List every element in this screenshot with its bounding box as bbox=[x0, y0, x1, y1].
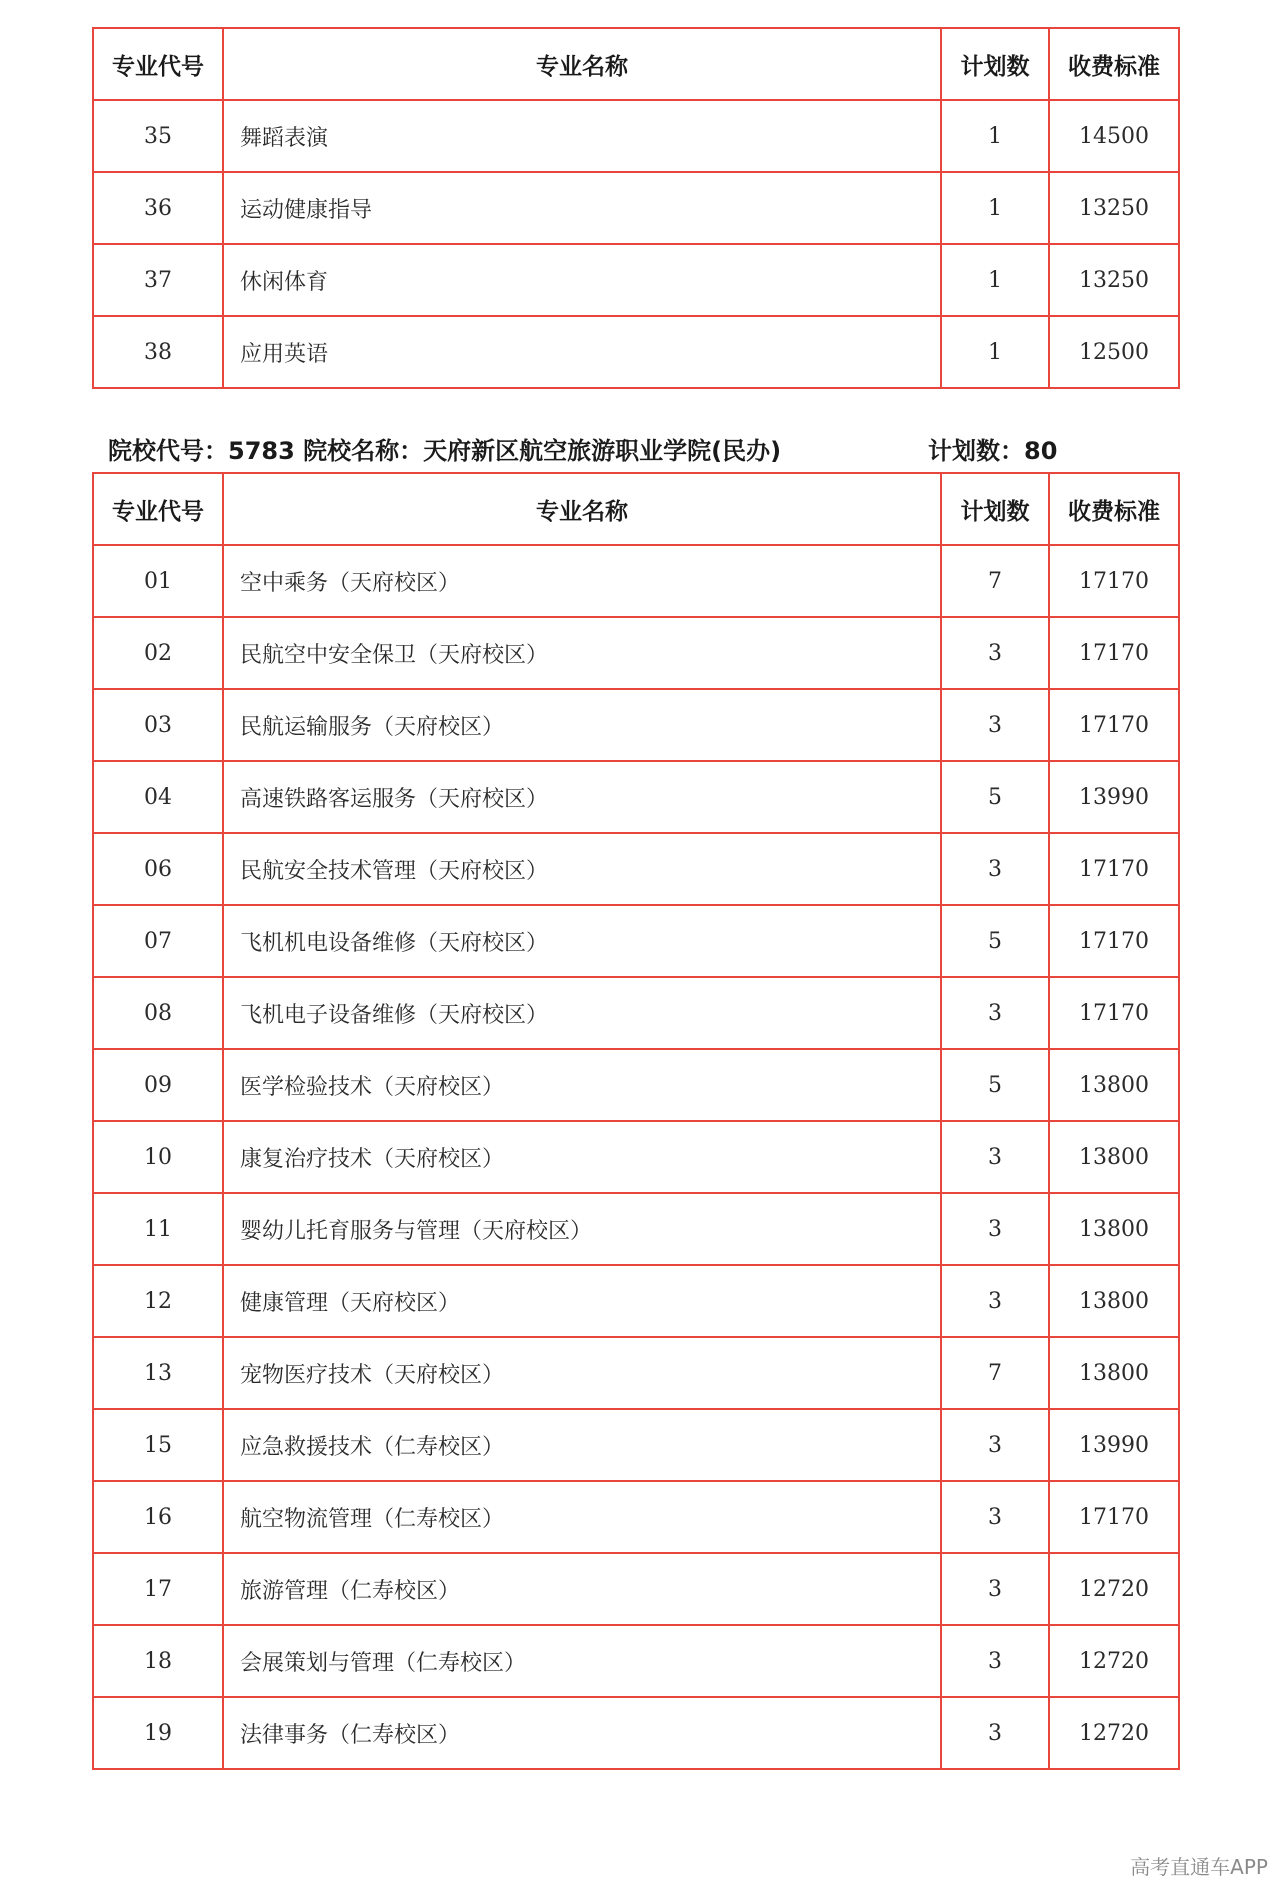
school-plan-count: 计划数：80 bbox=[928, 437, 1058, 465]
cell-name: 应急救援技术（仁寿校区） bbox=[223, 1409, 941, 1481]
cell-plan: 5 bbox=[941, 905, 1049, 977]
cell-plan: 3 bbox=[941, 1481, 1049, 1553]
cell-name: 康复治疗技术（天府校区） bbox=[223, 1121, 941, 1193]
header-code: 专业代号 bbox=[93, 473, 223, 545]
cell-code: 11 bbox=[93, 1193, 223, 1265]
table-row bbox=[93, 1625, 1179, 1697]
cell-code: 07 bbox=[93, 905, 223, 977]
table-row bbox=[93, 545, 1179, 617]
cell-fee: 17170 bbox=[1049, 977, 1179, 1049]
table-row bbox=[93, 689, 1179, 761]
cell-code: 10 bbox=[93, 1121, 223, 1193]
cell-code: 15 bbox=[93, 1409, 223, 1481]
cell-plan: 5 bbox=[941, 1049, 1049, 1121]
table-row bbox=[93, 905, 1179, 977]
table-row bbox=[93, 761, 1179, 833]
cell-code: 02 bbox=[93, 617, 223, 689]
cell-code: 12 bbox=[93, 1265, 223, 1337]
table-row bbox=[93, 1049, 1179, 1121]
table-row bbox=[93, 617, 1179, 689]
cell-name: 运动健康指导 bbox=[223, 172, 941, 244]
table-row bbox=[93, 1697, 1179, 1769]
cell-fee: 17170 bbox=[1049, 1481, 1179, 1553]
cell-plan: 3 bbox=[941, 1697, 1049, 1769]
cell-name: 健康管理（天府校区） bbox=[223, 1265, 941, 1337]
table-row bbox=[93, 1337, 1179, 1409]
major-table-top bbox=[92, 27, 1180, 389]
cell-name: 民航运输服务（天府校区） bbox=[223, 689, 941, 761]
cell-plan: 3 bbox=[941, 833, 1049, 905]
cell-fee: 12720 bbox=[1049, 1625, 1179, 1697]
cell-name: 医学检验技术（天府校区） bbox=[223, 1049, 941, 1121]
cell-plan: 3 bbox=[941, 1409, 1049, 1481]
table-row bbox=[93, 1481, 1179, 1553]
cell-code: 04 bbox=[93, 761, 223, 833]
cell-code: 35 bbox=[93, 100, 223, 172]
header-fee: 收费标准 bbox=[1049, 28, 1179, 100]
cell-fee: 12720 bbox=[1049, 1553, 1179, 1625]
cell-code: 06 bbox=[93, 833, 223, 905]
cell-fee: 13250 bbox=[1049, 172, 1179, 244]
header-plan: 计划数 bbox=[941, 28, 1049, 100]
header-name: 专业名称 bbox=[223, 473, 941, 545]
cell-fee: 12500 bbox=[1049, 316, 1179, 388]
cell-name: 航空物流管理（仁寿校区） bbox=[223, 1481, 941, 1553]
cell-name: 舞蹈表演 bbox=[223, 100, 941, 172]
cell-name: 飞机电子设备维修（天府校区） bbox=[223, 977, 941, 1049]
table-row bbox=[93, 1193, 1179, 1265]
cell-code: 01 bbox=[93, 545, 223, 617]
cell-plan: 1 bbox=[941, 316, 1049, 388]
table-header-row bbox=[93, 473, 1179, 545]
cell-name: 空中乘务（天府校区） bbox=[223, 545, 941, 617]
cell-fee: 13800 bbox=[1049, 1265, 1179, 1337]
table-row bbox=[93, 1265, 1179, 1337]
cell-name: 宠物医疗技术（天府校区） bbox=[223, 1337, 941, 1409]
cell-code: 03 bbox=[93, 689, 223, 761]
cell-fee: 13800 bbox=[1049, 1337, 1179, 1409]
table-row bbox=[93, 833, 1179, 905]
cell-name: 会展策划与管理（仁寿校区） bbox=[223, 1625, 941, 1697]
cell-plan: 5 bbox=[941, 761, 1049, 833]
cell-plan: 1 bbox=[941, 100, 1049, 172]
table-row bbox=[93, 1553, 1179, 1625]
cell-fee: 17170 bbox=[1049, 545, 1179, 617]
cell-fee: 13990 bbox=[1049, 761, 1179, 833]
cell-plan: 3 bbox=[941, 689, 1049, 761]
cell-code: 36 bbox=[93, 172, 223, 244]
cell-plan: 3 bbox=[941, 1265, 1049, 1337]
cell-fee: 13800 bbox=[1049, 1121, 1179, 1193]
cell-fee: 17170 bbox=[1049, 617, 1179, 689]
cell-fee: 13800 bbox=[1049, 1193, 1179, 1265]
cell-name: 休闲体育 bbox=[223, 244, 941, 316]
cell-code: 09 bbox=[93, 1049, 223, 1121]
header-code: 专业代号 bbox=[93, 28, 223, 100]
major-table-bottom bbox=[92, 472, 1180, 1770]
cell-fee: 13800 bbox=[1049, 1049, 1179, 1121]
cell-plan: 3 bbox=[941, 1625, 1049, 1697]
cell-plan: 3 bbox=[941, 1121, 1049, 1193]
cell-name: 民航空中安全保卫（天府校区） bbox=[223, 617, 941, 689]
table-row bbox=[93, 1121, 1179, 1193]
table-row bbox=[93, 977, 1179, 1049]
cell-code: 37 bbox=[93, 244, 223, 316]
cell-fee: 17170 bbox=[1049, 905, 1179, 977]
school-info-line bbox=[108, 432, 1058, 470]
cell-fee: 13250 bbox=[1049, 244, 1179, 316]
cell-name: 旅游管理（仁寿校区） bbox=[223, 1553, 941, 1625]
school-info: 院校代号：5783 院校名称：天府新区航空旅游职业学院(民办) bbox=[108, 437, 782, 465]
cell-plan: 1 bbox=[941, 244, 1049, 316]
cell-code: 18 bbox=[93, 1625, 223, 1697]
cell-fee: 12720 bbox=[1049, 1697, 1179, 1769]
cell-code: 19 bbox=[93, 1697, 223, 1769]
cell-fee: 14500 bbox=[1049, 100, 1179, 172]
table-row bbox=[93, 172, 1179, 244]
cell-fee: 13990 bbox=[1049, 1409, 1179, 1481]
table-row bbox=[93, 100, 1179, 172]
cell-plan: 3 bbox=[941, 1553, 1049, 1625]
cell-fee: 17170 bbox=[1049, 833, 1179, 905]
cell-plan: 1 bbox=[941, 172, 1049, 244]
cell-name: 应用英语 bbox=[223, 316, 941, 388]
cell-name: 婴幼儿托育服务与管理（天府校区） bbox=[223, 1193, 941, 1265]
cell-code: 13 bbox=[93, 1337, 223, 1409]
table-header-row bbox=[93, 28, 1179, 100]
cell-plan: 3 bbox=[941, 617, 1049, 689]
cell-code: 38 bbox=[93, 316, 223, 388]
cell-code: 16 bbox=[93, 1481, 223, 1553]
table-row bbox=[93, 1409, 1179, 1481]
cell-code: 08 bbox=[93, 977, 223, 1049]
cell-name: 飞机机电设备维修（天府校区） bbox=[223, 905, 941, 977]
cell-plan: 7 bbox=[941, 545, 1049, 617]
table-row bbox=[93, 244, 1179, 316]
cell-plan: 7 bbox=[941, 1337, 1049, 1409]
cell-code: 17 bbox=[93, 1553, 223, 1625]
header-plan: 计划数 bbox=[941, 473, 1049, 545]
cell-name: 法律事务（仁寿校区） bbox=[223, 1697, 941, 1769]
cell-plan: 3 bbox=[941, 977, 1049, 1049]
watermark-text: 高考直通车APP bbox=[1130, 1855, 1268, 1879]
table-row bbox=[93, 316, 1179, 388]
header-name: 专业名称 bbox=[223, 28, 941, 100]
cell-fee: 17170 bbox=[1049, 689, 1179, 761]
header-fee: 收费标准 bbox=[1049, 473, 1179, 545]
cell-plan: 3 bbox=[941, 1193, 1049, 1265]
cell-name: 民航安全技术管理（天府校区） bbox=[223, 833, 941, 905]
cell-name: 高速铁路客运服务（天府校区） bbox=[223, 761, 941, 833]
